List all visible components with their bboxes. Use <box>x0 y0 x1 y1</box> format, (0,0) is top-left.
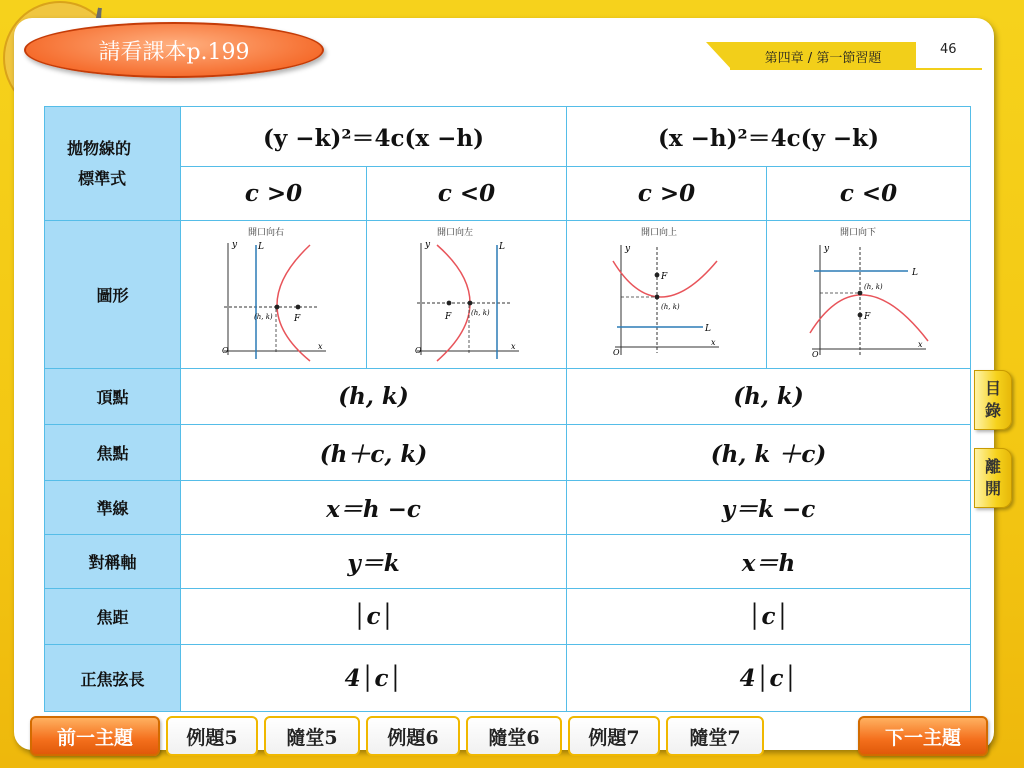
row-header-axis: 對稱軸 <box>45 535 181 589</box>
right-equation: (x −h)²＝4c(y −k) <box>567 107 971 167</box>
focus-label: F <box>293 313 300 324</box>
textbook-reference-badge[interactable] <box>24 22 324 78</box>
exit-tab[interactable] <box>974 448 1012 508</box>
line-label: L <box>911 267 918 278</box>
left-focal-distance-text: │c│ <box>352 603 395 630</box>
right-case-positive-text: c >0 <box>637 180 696 207</box>
focus-point <box>295 304 300 309</box>
line-label: L <box>498 241 505 252</box>
left-case-negative-text: c <0 <box>437 180 496 207</box>
chapter-underline <box>912 68 982 70</box>
row-header-vertex: 頂點 <box>45 369 181 425</box>
chapter-tag <box>730 42 916 70</box>
left-axis <box>181 535 567 589</box>
left-focus-text: (h＋c, k) <box>319 441 428 468</box>
left-equation: (y −k)²＝4c(x −h) <box>181 107 567 167</box>
row-header-directrix: 準線 <box>45 481 181 535</box>
chapter-tag-tail <box>706 42 732 70</box>
right-axis-text: x＝h <box>741 550 796 577</box>
right-case-positive <box>567 167 767 221</box>
parabola-curve <box>277 245 310 361</box>
x-label: x <box>317 341 323 351</box>
right-focal-distance-text: │c│ <box>747 603 790 630</box>
contents-tab-char-2: 錄 <box>984 401 1001 420</box>
graph-opens-right <box>214 223 334 363</box>
y-label: y <box>424 239 430 250</box>
practice-5-button[interactable]: 隨堂5 <box>264 716 360 756</box>
row-header-graph: 圖形 <box>45 221 181 369</box>
vertex-label: (h, k) <box>863 282 883 291</box>
graph-opens-up-cell <box>567 221 767 369</box>
example-5-button[interactable]: 例題5 <box>166 716 258 756</box>
graph-opens-left <box>407 223 527 363</box>
prev-topic-button[interactable]: 前一主題 <box>30 716 160 756</box>
graph-opens-left-cell <box>367 221 567 369</box>
exit-tab-char-1: 離 <box>984 457 1001 476</box>
exit-tab-char-2: 開 <box>984 479 1001 498</box>
left-case-positive <box>181 167 367 221</box>
x-label: x <box>710 337 716 347</box>
row-header-standard-form-line1: 拋物線的 <box>67 138 132 158</box>
vertex-label: (h, k) <box>253 312 273 321</box>
left-vertex <box>181 369 567 425</box>
left-directrix-text: x＝h −c <box>326 496 421 523</box>
left-axis-text: y＝k <box>347 550 400 577</box>
right-vertex <box>567 369 971 425</box>
x-label: x <box>917 339 923 349</box>
right-directrix-text: y＝k −c <box>721 496 816 523</box>
focus-label: F <box>444 311 451 322</box>
graph-opens-right-cell <box>181 221 367 369</box>
textbook-reference-label: 請看課本p.199 <box>98 39 250 65</box>
left-latus-rectum-text: 4│c│ <box>344 664 403 692</box>
right-vertex-text: (h, k) <box>733 383 804 410</box>
row-header-focus: 焦點 <box>45 425 181 481</box>
origin-label: O <box>612 347 620 357</box>
contents-tab-char-1: 目 <box>984 379 1001 398</box>
page-number: 46 <box>940 42 957 57</box>
right-focus <box>567 425 971 481</box>
left-vertex-text: (h, k) <box>338 383 409 410</box>
left-case-negative <box>367 167 567 221</box>
focus-point <box>857 312 862 317</box>
focus-label: F <box>660 271 667 282</box>
right-latus-rectum-text: 4│c│ <box>739 664 798 692</box>
focus-point <box>654 272 659 277</box>
graph-opens-up <box>607 223 727 363</box>
row-header-focal-distance: 焦距 <box>45 589 181 645</box>
origin-label: O <box>811 349 819 359</box>
x-label: x <box>510 341 516 351</box>
right-case-negative-text: c <0 <box>839 180 898 207</box>
parabola-standard-form-table <box>44 106 971 712</box>
publisher-logo <box>868 750 988 768</box>
row-header-standard-form <box>45 107 181 221</box>
row-header-latus-rectum: 正焦弦長 <box>45 645 181 712</box>
y-label: y <box>624 243 630 254</box>
line-label: L <box>257 241 264 252</box>
vertex-point <box>467 300 472 305</box>
line-label: L <box>704 323 711 334</box>
focus-point <box>446 300 451 305</box>
vertex-point <box>654 294 659 299</box>
example-7-button[interactable]: 例題7 <box>568 716 660 756</box>
right-axis <box>567 535 971 589</box>
focus-label: F <box>863 311 870 322</box>
vertex-point <box>857 290 862 295</box>
right-focus-text: (h, k ＋c) <box>710 441 827 468</box>
right-directrix <box>567 481 971 535</box>
left-focus <box>181 425 567 481</box>
graph-opens-down <box>804 223 934 363</box>
graph-caption-up: 開口向上 <box>640 227 677 238</box>
graph-caption-down: 開口向下 <box>839 227 876 238</box>
chapter-label: 第四章 / 第一節習題 <box>764 50 882 66</box>
y-label: y <box>231 239 237 250</box>
example-6-button[interactable]: 例題6 <box>366 716 460 756</box>
left-latus-rectum <box>181 645 567 712</box>
vertex-label: (h, k) <box>470 308 490 317</box>
graph-caption-left: 開口向左 <box>436 227 473 238</box>
practice-6-button[interactable]: 隨堂6 <box>466 716 562 756</box>
graph-caption-right: 開口向右 <box>247 227 284 238</box>
y-label: y <box>823 243 829 254</box>
origin-label: O <box>221 345 229 355</box>
row-header-standard-form-line2: 標準式 <box>67 168 127 188</box>
next-topic-button[interactable]: 下一主題 <box>858 716 988 756</box>
right-latus-rectum <box>567 645 971 712</box>
vertex-point <box>274 304 279 309</box>
vertex-label: (h, k) <box>660 302 680 311</box>
origin-label: O <box>414 345 422 355</box>
left-focal-distance <box>181 589 567 645</box>
practice-7-button[interactable]: 隨堂7 <box>666 716 764 756</box>
contents-tab[interactable] <box>974 370 1012 430</box>
right-focal-distance <box>567 589 971 645</box>
left-directrix <box>181 481 567 535</box>
right-case-negative <box>767 167 971 221</box>
graph-opens-down-cell <box>767 221 971 369</box>
left-case-positive-text: c >0 <box>244 180 303 207</box>
